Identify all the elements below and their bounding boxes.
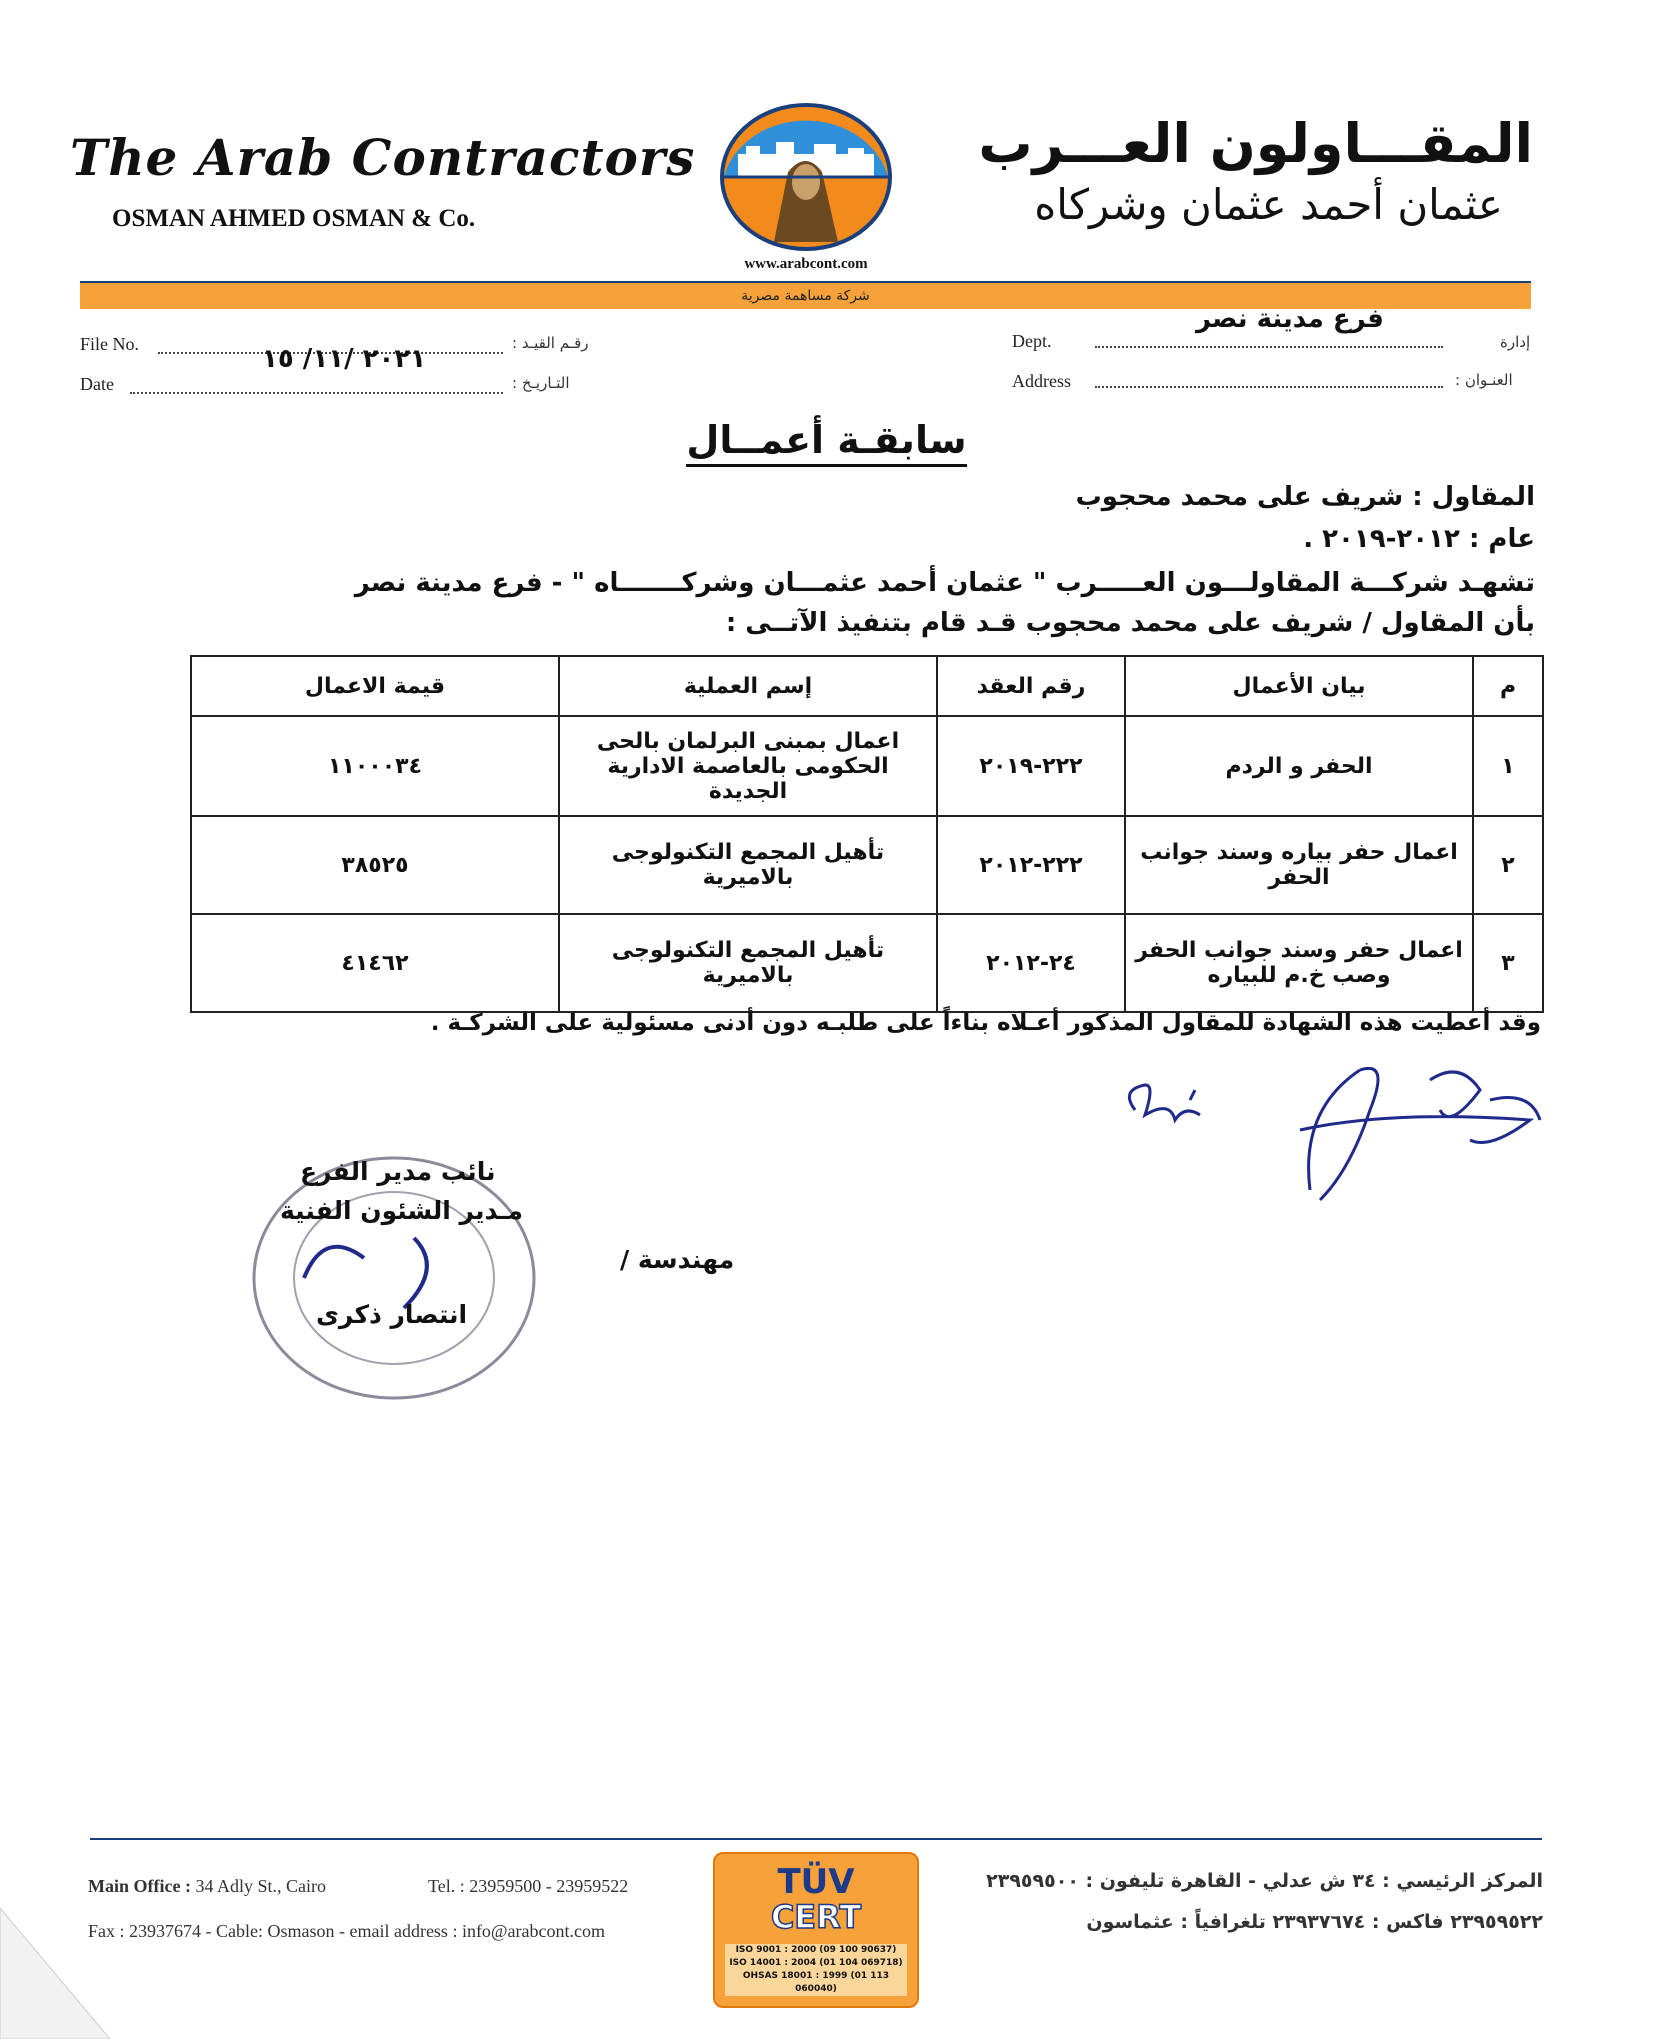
- main-office-label: Main Office :: [88, 1876, 191, 1896]
- header-work-description: بيان الأعمال: [1125, 656, 1473, 716]
- cell-operation-name: تأهيل المجمع التكنولوجى بالاميرية: [559, 914, 937, 1012]
- header-index: م: [1473, 656, 1543, 716]
- cell-work-description: اعمال حفر بياره وسند جوانب الحفر: [1125, 816, 1473, 914]
- cell-work-value: ٣٨٥٢٥: [191, 816, 559, 914]
- table-row: [191, 816, 1543, 914]
- iso-14001: ISO 14001 : 2004 (01 104 069718): [729, 1958, 903, 1968]
- date-value: ٢٠٢١ /١١/ ١٥: [262, 344, 427, 374]
- document-title-text: سابقـة أعمــال: [686, 418, 966, 467]
- cell-work-description: اعمال حفر وسند جوانب الحفر وصب خ.م للبياره: [1125, 914, 1473, 1012]
- address-field: [1095, 386, 1443, 388]
- brand-subtitle-ar: عثمان أحمد عثمان وشركاه: [1034, 180, 1503, 229]
- phone-numbers: Tel. : 23959500 - 23959522: [428, 1876, 629, 1896]
- dept-value: فرع مدينة نصر: [1196, 304, 1384, 334]
- paper-fold-corner: [0, 1908, 110, 2039]
- iso-9001: ISO 9001 : 2000 (09 100 90637): [735, 1945, 897, 1955]
- date-label: Date: [80, 374, 114, 394]
- signatory-title-2: مـدير الشئون الفنية: [280, 1196, 523, 1225]
- cell-operation-name: اعمال بمبنى البرلمان بالحى الحكومى بالعاصمة الادارية الجديدة: [559, 716, 937, 816]
- table-header-row: [191, 656, 1543, 716]
- header-operation-name: إسم العملية: [559, 656, 937, 716]
- footer-address-ar: المركز الرئيسي : ٣٤ ش عدلي - القاهرة تليفون : ٢٣٩٥٩٥٠٠: [986, 1870, 1543, 1892]
- brand-name-ar: المقـــاولون العـــرب: [978, 112, 1533, 175]
- official-stamp: [244, 1148, 544, 1408]
- date-field: [130, 392, 503, 394]
- footer-contacts-ar: ٢٣٩٥٩٥٢٢ فاكس : ٢٣٩٣٧٦٧٤ تلغرافياً : عثماسون: [1086, 1911, 1543, 1933]
- cell-contract-number: ٢٢٢-٢٠١٩: [937, 716, 1125, 816]
- table-row: [191, 716, 1543, 816]
- closing-statement: وقد أعطيت هذه الشهادة للمقاول المذكور أعـلاه بناءاً على طلبـه دون أدنى مسئولية على الشركـة .: [430, 1010, 1541, 1036]
- cell-contract-number: ٢٤-٢٠١٢: [937, 914, 1125, 1012]
- dept-label: Dept.: [1012, 331, 1052, 351]
- file-no-label: File No.: [80, 334, 140, 354]
- certify-line: تشهـد شركـــة المقاولـــون العـــــرب " عثمان أحمد عثمـــان وشركـــــــاه " - فرع مدينة نصر: [354, 568, 1535, 598]
- table-row: [191, 914, 1543, 1012]
- year-line: عام : ٢٠١٢-٢٠١٩ .: [1303, 524, 1535, 554]
- engineer-label: مهندسة /: [620, 1245, 735, 1274]
- main-office: [88, 1876, 326, 1897]
- header-work-value: قيمة الاعمال: [191, 656, 559, 716]
- address-label-ar: العنـوان :: [1455, 371, 1513, 389]
- cell-work-description: الحفر و الردم: [1125, 716, 1473, 816]
- fax-email-line: Fax : 23937674 - Cable: Osmason - email address : info@arabcont.com: [88, 1921, 605, 1941]
- tuv-label: TÜV: [777, 1862, 855, 1902]
- main-office-address: 34 Adly St., Cairo: [195, 1876, 326, 1896]
- contractor-line: المقاول : شريف على محمد محجوب: [1075, 482, 1535, 512]
- file-no-label-ar: رقـم القيـد :: [512, 334, 589, 352]
- tuv-cert-badge: [713, 1852, 919, 2008]
- cert-label: CERT: [770, 1898, 862, 1936]
- cell-index: ٣: [1473, 914, 1543, 1012]
- website-url[interactable]: www.arabcont.com: [744, 256, 868, 272]
- cell-index: ٢: [1473, 816, 1543, 914]
- brand-name-en: The Arab Contractors: [70, 128, 696, 187]
- footer-divider: [90, 1838, 1542, 1840]
- handwritten-signature: [1290, 1050, 1550, 1210]
- document-title: [0, 418, 1653, 462]
- signatory-title-1: نائب مدير الفرع: [300, 1157, 496, 1186]
- iso-list: [725, 1944, 907, 1996]
- ohsas-18001: OHSAS 18001 : 1999 (01 113 060040): [742, 1971, 890, 1994]
- dept-field: [1095, 346, 1443, 348]
- date-label-ar: التـاريـخ :: [512, 374, 570, 392]
- header-contract-number: رقم العقد: [937, 656, 1125, 716]
- address-label: Address: [1012, 371, 1071, 391]
- company-logo: [718, 102, 894, 252]
- cell-operation-name: تأهيل المجمع التكنولوجى بالاميرية: [559, 816, 937, 914]
- signatory-name: انتصار ذكرى: [316, 1300, 468, 1329]
- works-table: [190, 655, 1544, 1013]
- cell-index: ١: [1473, 716, 1543, 816]
- cell-contract-number: ٢٢٢-٢٠١٢: [937, 816, 1125, 914]
- cell-work-value: ٤١٤٦٢: [191, 914, 559, 1012]
- intro-line: بأن المقاول / شريف على محمد محجوب قـد قام بتنفيذ الآتــى :: [725, 608, 1535, 638]
- brand-subtitle-en: OSMAN AHMED OSMAN & Co.: [112, 205, 476, 232]
- initials-signature: [1115, 1070, 1225, 1150]
- dept-label-ar: إدارة: [1500, 333, 1531, 351]
- cell-work-value: ١١٠٠٠٣٤: [191, 716, 559, 816]
- company-type-label: شركة مساهمة مصرية: [741, 288, 870, 304]
